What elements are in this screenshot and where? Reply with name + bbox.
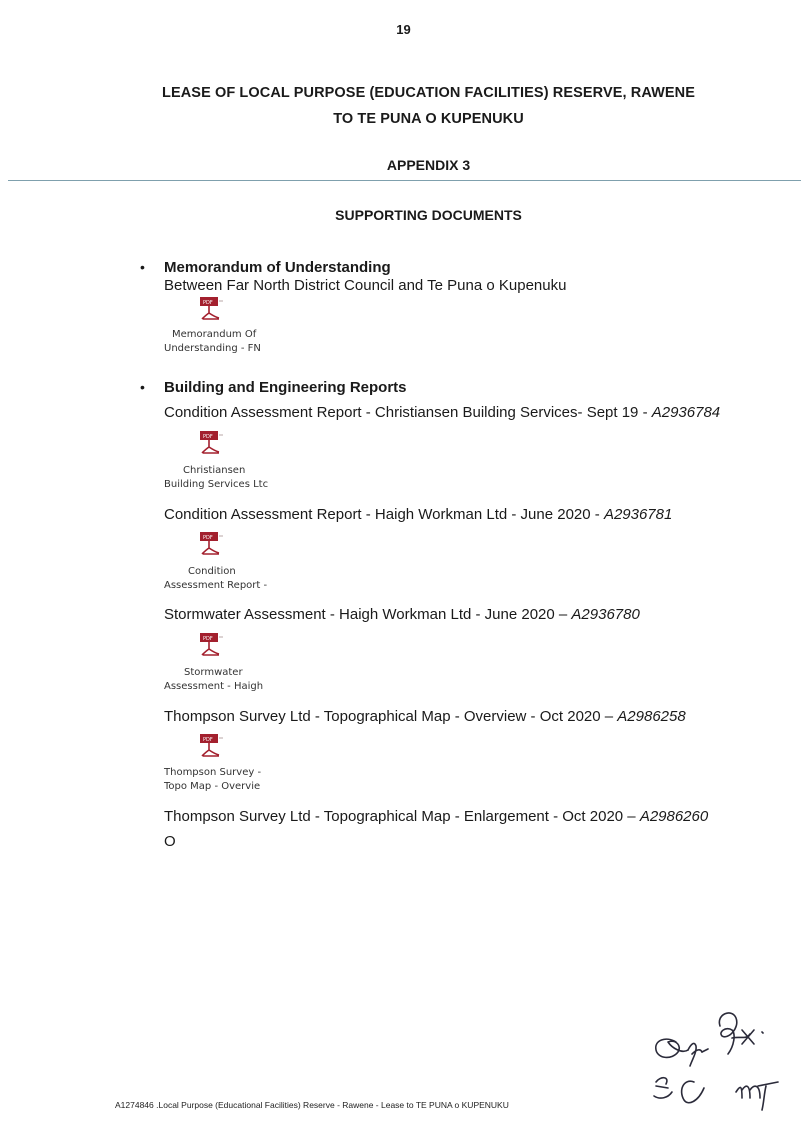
report-title: Condition Assessment Report - Haigh Workman Ltd - June 2020 - [164,506,604,523]
svg-text:PDF: PDF [203,300,213,306]
reports-heading: Building and Engineering Reports [164,379,407,396]
footer-reference: A1274846 .Local Purpose (Educational Facilities) Reserve - Rawene - Lease to TE PUNA o KUPENUKU [115,1100,509,1110]
mou-heading: Memorandum of Understanding [164,259,391,276]
svg-text:PDF: PDF [203,737,213,743]
report-ref: A2986258 [617,708,686,725]
handwritten-signature [636,1006,796,1111]
report-line [164,506,672,523]
bullet-mou: • [140,259,145,275]
pdf-icon [198,430,228,456]
trailing-mark: O [164,833,176,850]
attachment-caption-line-2: Understanding - FN [164,343,261,354]
report-line [164,708,686,725]
pdf-icon [198,632,228,658]
attachment-caption-line-2: Topo Map - Overvie [164,781,261,792]
divider-rule [8,180,801,181]
appendix-heading: APPENDIX 3 [386,157,471,173]
mou-description: Between Far North District Council and Te Puna o Kupenuku [164,277,567,294]
page-number: 19 [396,22,411,37]
attachment-caption-line-1: Condition [188,566,236,577]
attachment-caption-line-2: Assessment Report - [164,580,268,591]
pdf-icon [198,296,228,322]
title-line-1: LEASE OF LOCAL PURPOSE (EDUCATION FACILITIES) RESERVE, RAWENE [162,85,695,101]
document-title [0,80,807,132]
report-ref: A2936781 [603,506,673,523]
svg-text:PDF: PDF [203,434,213,440]
bullet-reports: • [140,379,145,395]
report-line [164,606,640,623]
attachment-caption-line-1: Memorandum Of [172,329,257,340]
report-line [164,404,720,421]
report-ref: A2986260 [639,808,709,825]
report-title: Thompson Survey Ltd - Topographical Map - Enlargement - Oct 2020 – [164,808,640,825]
report-attachment[interactable] [164,733,284,795]
svg-text:PDF: PDF [203,535,213,541]
report-ref: A2936780 [571,606,640,623]
supporting-documents-heading: SUPPORTING DOCUMENTS [335,207,522,223]
svg-text:PDF: PDF [203,636,213,642]
report-title: Stormwater Assessment - Haigh Workman Ltd - June 2020 – [164,606,572,623]
attachment-caption-line-2: Assessment - Haigh [164,681,264,692]
report-attachment[interactable] [164,531,284,593]
attachment-caption-line-1: Thompson Survey - [164,767,262,778]
attachment-caption-line-1: Stormwater [184,667,243,678]
attachment-caption-line-1: Christiansen [183,465,246,476]
mou-attachment[interactable] [164,296,284,358]
report-title: Condition Assessment Report - Christiansen Building Services- Sept 19 - [164,404,652,421]
pdf-icon [198,531,228,557]
attachment-caption-line-2: Building Services Ltc [164,479,269,490]
report-title: Thompson Survey Ltd - Topographical Map - Overview - Oct 2020 – [164,708,618,725]
report-line [164,808,708,825]
report-attachment[interactable] [164,430,284,492]
report-attachment[interactable] [164,632,284,694]
title-line-2: TO TE PUNA O KUPENUKU [333,111,524,127]
report-ref: A2936784 [651,404,721,421]
pdf-icon [198,733,228,759]
